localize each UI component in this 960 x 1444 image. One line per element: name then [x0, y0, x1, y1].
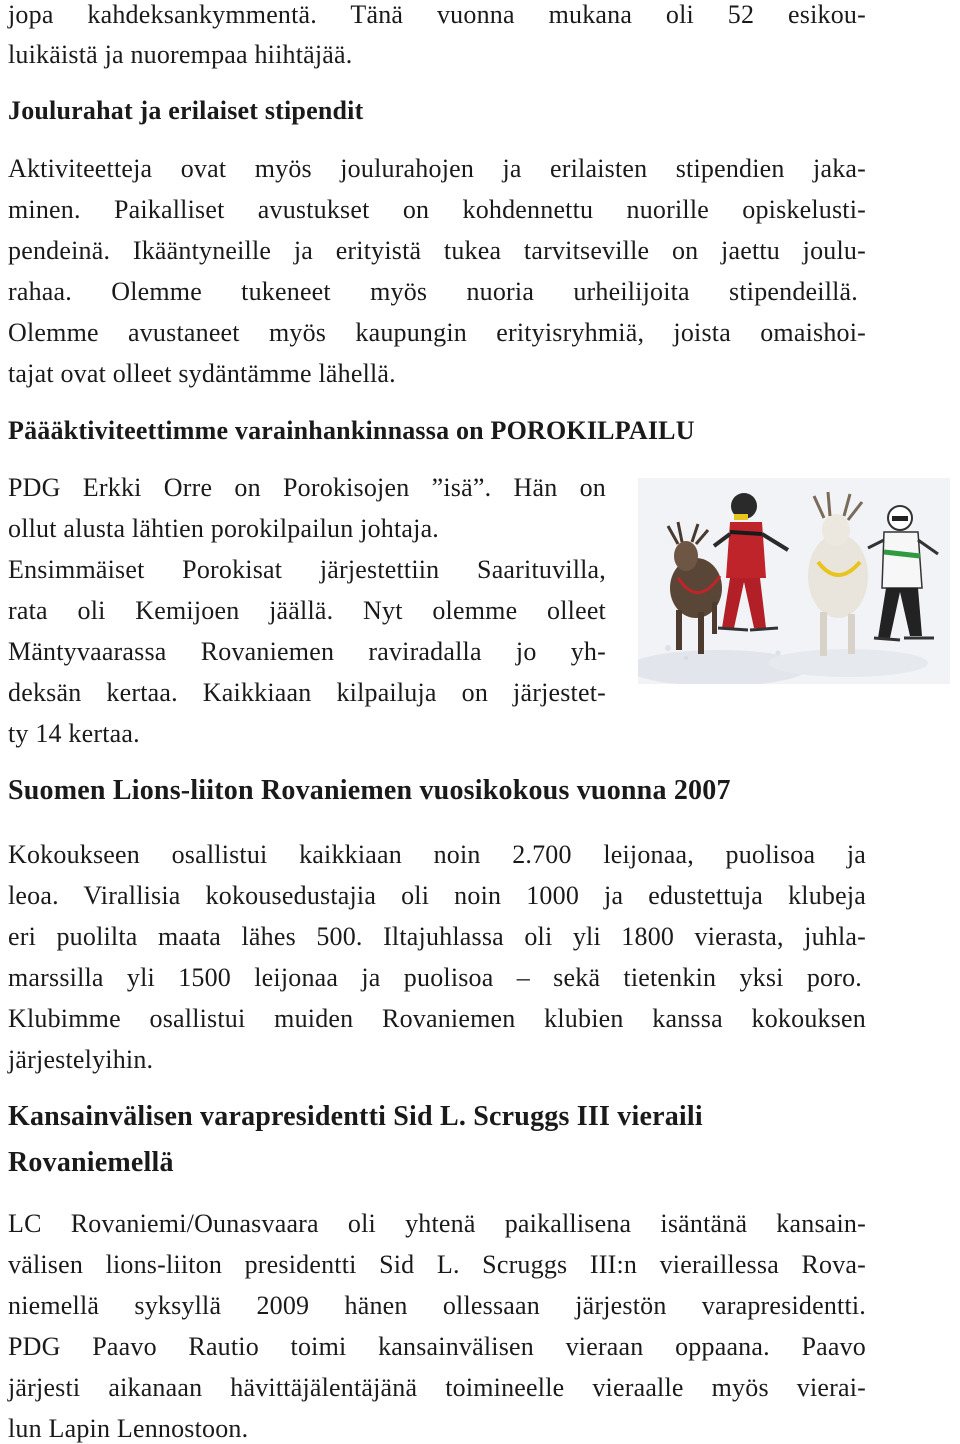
- vuosikokous-line-3: eri puolilta maata lähes 500. Iltajuhlassa oli yli 1800 vierasta, juhla-: [8, 922, 866, 951]
- porokilpailu-line-7: ty 14 kertaa.: [8, 719, 140, 748]
- porokilpailu-line-6: deksän kertaa. Kaikkiaan kilpailuja on järjestet-: [8, 678, 606, 707]
- vuosikokous-line-5: Klubimme osallistui muiden Rovaniemen klubien kanssa kokouksen: [8, 1004, 866, 1033]
- porokilpailu-line-2: ollut alusta lähtien porokilpailun johtaja.: [8, 514, 440, 543]
- joulurahat-line-5: Olemme avustaneet myös kaupungin erityisryhmiä, joista omaishoi-: [8, 318, 866, 347]
- joulurahat-line-3: pendeinä. Ikääntyneille ja erityistä tukea tarvitseville on jaettu joulu-: [8, 236, 866, 265]
- heading-scruggs-2: Rovaniemellä: [8, 1147, 174, 1178]
- joulurahat-line-1: Aktiviteetteja ovat myös joulurahojen ja erilaisten stipendien jaka-: [8, 154, 866, 183]
- vuosikokous-line-6: järjestelyihin.: [8, 1045, 154, 1074]
- scruggs-line-1: LC Rovaniemi/Ounasvaara oli yhtenä paikallisena isäntänä kansain-: [8, 1209, 866, 1238]
- vuosikokous-line-1: Kokoukseen osallistui kaikkiaan noin 2.700 leijonaa, puolisoa ja: [8, 840, 866, 869]
- scruggs-line-6: lun Lapin Lennostoon.: [8, 1414, 249, 1443]
- porokilpailu-line-1: PDG Erkki Orre on Porokisojen ”isä”. Hän on: [8, 473, 606, 502]
- porokilpailu-line-5: Mäntyvaarassa Rovaniemen raviradalla jo yh-: [8, 637, 606, 666]
- vuosikokous-line-2: leoa. Virallisia kokousedustajia oli noin 1000 ja edustettuja klubeja: [8, 881, 866, 910]
- scruggs-line-4: PDG Paavo Rautio toimi kansainvälisen vieraan oppaana. Paavo: [8, 1332, 866, 1361]
- joulurahat-line-2: minen. Paikalliset avustukset on kohdennettu nuorille opiskelusti-: [8, 195, 866, 224]
- scruggs-line-2: välisen lions-liiton presidentti Sid L. Scruggs III:n vieraillessa Rova-: [8, 1250, 866, 1279]
- reindeer-race-photo: [638, 478, 950, 684]
- heading-joulurahat: Joulurahat ja erilaiset stipendit: [8, 96, 364, 125]
- heading-porokilpailu: Päääktiviteettimme varainhankinnassa on POROKILPAILU: [8, 416, 695, 445]
- scruggs-line-3: niemellä syksyllä 2009 hänen ollessaan järjestön varapresidentti.: [8, 1291, 866, 1320]
- heading-vuosikokous: Suomen Lions-liiton Rovaniemen vuosikokous vuonna 2007: [8, 775, 731, 806]
- heading-scruggs-1: Kansainvälisen varapresidentti Sid L. Scruggs III vieraili: [8, 1101, 703, 1132]
- intro-line-1: jopa kahdeksankymmentä. Tänä vuonna mukana oli 52 esikou-: [8, 0, 866, 29]
- scruggs-line-5: järjesti aikanaan hävittäjälentäjänä toimineelle vieraalle myös vierai-: [8, 1373, 866, 1402]
- vuosikokous-line-4: marssilla yli 1500 leijonaa ja puolisoa – sekä tietenkin yksi poro.: [8, 963, 862, 992]
- porokilpailu-line-4: rata oli Kemijoen jäällä. Nyt olemme olleet: [8, 596, 606, 625]
- intro-line-2: luikäistä ja nuorempaa hiihtäjää.: [8, 40, 353, 69]
- porokilpailu-line-3: Ensimmäiset Porokisat järjestettiin Saarituvilla,: [8, 555, 606, 584]
- joulurahat-line-4: rahaa. Olemme tukeneet myös nuoria urheilijoita stipendeillä.: [8, 277, 858, 306]
- joulurahat-line-6: tajat ovat olleet sydäntämme lähellä.: [8, 359, 396, 388]
